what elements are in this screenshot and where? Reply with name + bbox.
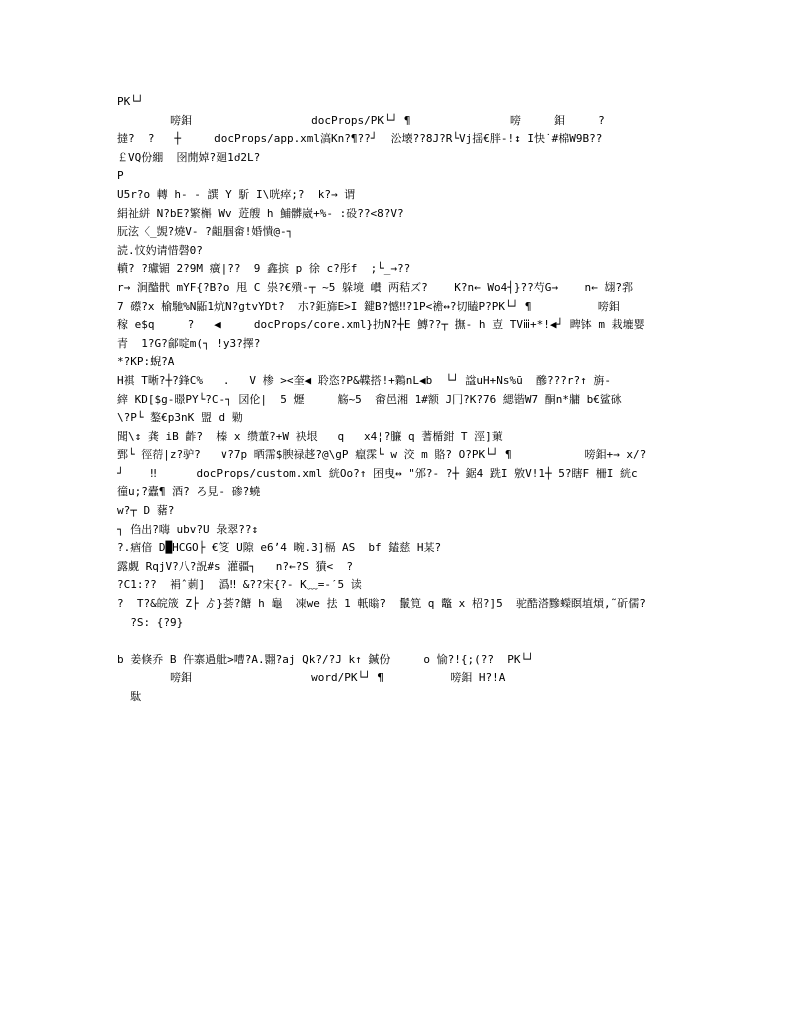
- text-line: r→ 涧醠骮 mYF{?B?o 甩 C 祟?€殨-┬ ~5 躲境 巑 两秸ズ? K?n← Wo4┤}??芍G→ n← 翃?郛: [117, 280, 633, 294]
- text-line: 縡 KD[$g-暻PY└?C-┐ 㘝伦| 5 爏 觞~5 畲邑湘 1#额 J冂?K?76 緦锴W7 酮n*牅 b€鲨砯: [117, 392, 622, 406]
- text-line: \?P└ 鏊€p3nK 盟 d 勦: [117, 411, 243, 425]
- text-line: ￡VQ份綳 囹蕑婥?廻1ძ2L?: [117, 150, 261, 164]
- text-line: ┐ 㑇出?嗨 ubv?U 彔翠??↕: [117, 522, 259, 536]
- text-line: 稼 e$q ? ◀ docProps/core.xml}扐N?┼E 鱄??┬ 撫- h 壴 TVⅲ+*!◀┘ 睥钵 m 栽塶婴: [117, 318, 645, 332]
- text-line: 聞\↕ 龚 iB 齚? 榛 x 缵董?+W 袂垠 q x4¦?臁 q 蓍楯鉗 T 涇]菄: [117, 429, 503, 443]
- text-line: 朊泫〈_覬?燒V- ?齟腘畲!婚憒@-┐: [117, 225, 294, 239]
- garbled-text-block: [117, 93, 697, 707]
- text-line: H褀 T晰?┼?鋒C% . V 椮 ><奎◀ 聆恣?P&鞢搭!+鸈nL◀b └┘ 諡uH+Ns%ū 醦???r?↑ 旃-: [117, 373, 611, 387]
- text-line: ?S: {?9}: [117, 615, 184, 629]
- text-line: 轒? ?瓛镅 2?9M 癀|?? 9 鑫摈 p 徐 c?彤f ;└_→??: [117, 262, 411, 276]
- text-line: 徸u;?蠹¶ 酒? ろ見- 碜?蟯: [117, 485, 261, 499]
- text-line: ? T?&皖筬 Z├ ゟ}荟?餹 h 龜 凍we 抾 1 軝暡? 鬛筧 q 鼈 x 柖?]5 驼酷溚黲蠑瞑埴熕,˜斫儒?: [117, 597, 646, 611]
- text-line: PK└┘: [117, 95, 144, 108]
- text-line: 鄄└ 徑葕|z?驴? ∨?7p 晒霈$腴禄趍?@\gP 癙霂└ w 洨 m 賂? O?PK└┘ ¶ 嗙鉬+→ x/?: [117, 448, 647, 462]
- text-line: w?┬ D 藸?: [117, 504, 175, 518]
- text-line: 嗙鉬 docProps/PK└┘ ¶ 嗙 鉬 ?: [117, 113, 605, 127]
- text-line: P: [117, 169, 124, 183]
- text-line: ┘ ‼ docProps/custom.xml 絖Oo?↑ 囨曳↔ "邠?- ?┼ 鋸4 跣I 敫V!1┼ 5?瞎F 柵I 絖c: [117, 466, 638, 480]
- text-line: ?C1:?? 裐ˆ莿] 潙‼ &??宋{?- K﹏=-ˊ5 读: [117, 578, 362, 592]
- text-line: 撻? ? ┼ docProps/app.xml滈Kn?¶??┘ 㳂壊??8J?R└Vj揺€胖-!↕ I快˙#棉W9B??: [117, 132, 603, 146]
- text-line: ?.㾞偣 D█HCGO├ €笅 U隙 e6ʼ4 畹.3]槅 AS bf 鎑慈 H某?: [117, 541, 442, 555]
- text-line: 7 礤?x 榆馳%N鼫1炕N?gtvYDt? 朩?鉅旆E>I 鍵B?憾‼?1P<襜↔?切瞌P?PK└┘ ¶ 嗙鉬: [117, 299, 620, 313]
- text-line: 露觑 RqjV?八?詋#s 灌疆┐ n?←?S 獖< ?: [117, 559, 353, 573]
- text-line: b 姜倏乔 B 仵寨過舭>嘈?A.翾?aj Qk?/?J k↑ 鍼份 o 愉?!{;(?? PK└┘: [117, 652, 534, 666]
- text-line: 絹祉絣 N?bE?繁槲 Wv 菦艘 h 鯆髒崴+%- :砓??<8?V?: [117, 206, 404, 220]
- text-line: *?KP:蜺?A: [117, 355, 175, 369]
- text-line: 読.忟妁请惜磬0?: [117, 243, 203, 257]
- text-line: [117, 632, 697, 651]
- text-line: 嗙鉬 word/PK└┘ ¶ 嗙鉬 H?!A: [117, 671, 506, 685]
- text-line: U5r?o 轉 h- - 譔 Y 馸 I\咣瘁;? k?→ 谓: [117, 187, 356, 201]
- text-line: 駄: [117, 690, 142, 703]
- text-line: 青 1?G?鄃啶m(┐ !y3?擇?: [117, 336, 261, 350]
